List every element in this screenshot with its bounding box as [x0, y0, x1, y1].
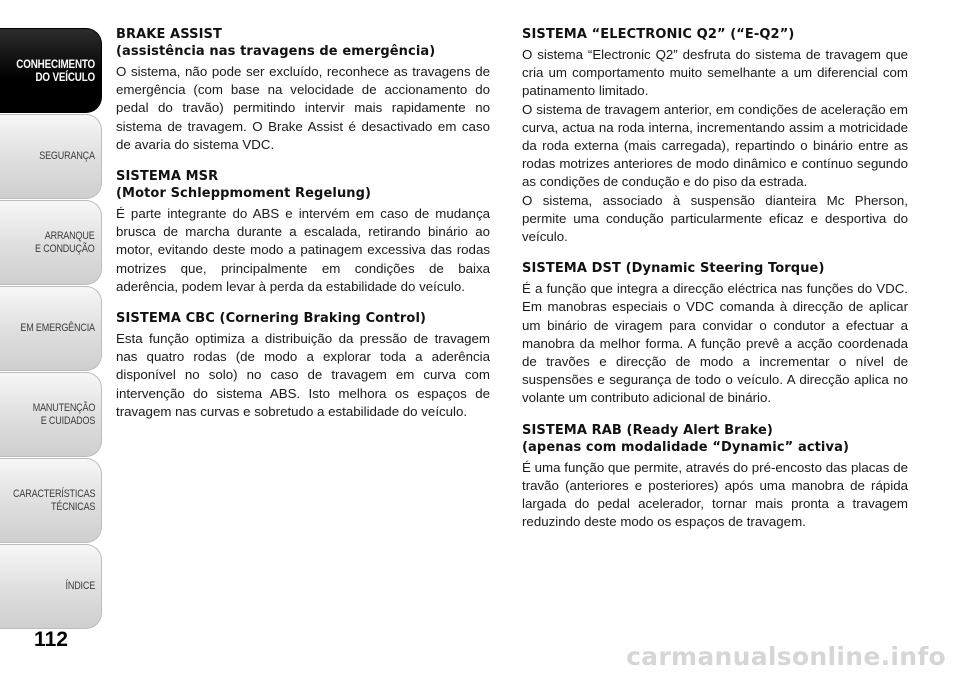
section-paragraph: É parte integrante do ABS e intervém em caso de mudança brusca de marcha durante a escalada, retirando binário ao motor, evitando deste modo a patinagem excessiva das rodas motrizes que, principalmente em condições de baixa aderência, podem levar à perda da estabilidade do veículo.	[116, 206, 490, 294]
section-paragraph: É a função que integra a direcção eléctrica nas funções do VDC. Em manobras especiais o VDC comanda à direcção de aplicar um binário de viragem para convidar o condutor a efectuar a manobra da melhor forma. A função prevê a acção coordenada de travões e direcção de modo a incrementar o nível de suspensões e segurança de todo o veículo. A direcção aplica no volante um contributo adicional de binário.	[522, 281, 908, 406]
section-paragraph: O sistema, não pode ser excluído, reconhece as travagens de emergência (com base na velocidade de accionamento do pedal do travão) permitindo intervir mais rapidamente no sistema de travagem. O Brake Assist é desactivado em caso de avaria do sistema VDC.	[116, 64, 490, 152]
section-heading: SISTEMA “ELECTRONIC Q2” (“E-Q2”)	[522, 27, 795, 42]
section-brake-assist	[116, 26, 490, 154]
section-heading: SISTEMA RAB (Ready Alert Brake) (apenas com modalidade “Dynamic” activa)	[522, 422, 849, 455]
section-heading: SISTEMA DST (Dynamic Steering Torque)	[522, 261, 825, 277]
tab-label: CONHECIMENTO DO VEÍCULO	[16, 56, 95, 84]
watermark: carmanualsonline.info	[626, 642, 946, 671]
section-paragraph: O sistema “Electronic Q2” desfruta do sistema de travagem que cria um comportamento muito semelhante a um diferencial com patinamento limitado.	[522, 47, 908, 99]
section-msr	[116, 168, 490, 296]
section-paragraph: O sistema, associado à suspensão dianteira Mc Pherson, permite uma condução particularmente eficaz e desportiva do veículo.	[522, 192, 908, 245]
tab-label: MANUTENÇÃO E CUIDADOS	[32, 401, 95, 427]
tab-caracteristicas-tecnicas[interactable]	[0, 458, 102, 543]
tab-label: EM EMERGÊNCIA	[20, 322, 95, 334]
section-heading: SISTEMA CBC (Cornering Braking Control)	[116, 311, 427, 327]
section-dst	[522, 260, 908, 407]
tab-em-emergencia[interactable]	[0, 286, 102, 371]
tab-label: ÍNDICE	[65, 580, 95, 592]
tab-conhecimento-do-veiculo[interactable]	[0, 28, 102, 113]
section-heading: SISTEMA MSR (Motor Schleppmoment Regelung)	[116, 169, 372, 202]
right-column	[522, 26, 908, 545]
tab-seguranca[interactable]	[0, 114, 102, 199]
section-paragraph: O sistema de travagem anterior, em condições de aceleração em curva, actua na roda interna, incrementando assim a motricidade da roda externa (mais carregada), repartindo o binário entre as rodas motrizes anteriores de modo dinâmico e contínuo segundo as condições de condução e do piso da estrada.	[522, 101, 908, 190]
page-number: 112	[34, 628, 68, 651]
section-paragraph: É uma função que permite, através do pré-encosto das placas de travão (anteriores e posteriores) após uma manobra de rápida largada do pedal acelerador, tornar mais pronta a travagem reduzindo deste modo os espaços de travagem.	[522, 459, 908, 530]
tab-manutencao-e-cuidados[interactable]	[0, 372, 102, 457]
section-cbc	[116, 310, 490, 421]
tab-label: CARACTERÍSTICAS TÉCNICAS	[12, 487, 95, 513]
section-heading: BRAKE ASSIST (assistência nas travagens de emergência)	[116, 27, 436, 59]
tab-indice[interactable]	[0, 544, 102, 629]
section-tabs	[0, 28, 102, 630]
section-paragraph: Esta função optimiza a distribuição da pressão de travagem nas quatro rodas (de modo a explorar toda a aderência disponível no solo) no caso de travagem em curva com intervenção do sistema ABS. Isto melhora os espaços de travagem nas curvas e sobretudo a estabilidade do veículo.	[116, 331, 490, 419]
section-rab	[522, 422, 908, 532]
tab-label: SEGURANÇA	[39, 150, 95, 162]
tab-arranque-e-conducao[interactable]	[0, 200, 102, 285]
section-electronic-q2	[522, 26, 908, 246]
left-column	[116, 26, 490, 435]
tab-label: ARRANQUE E CONDUÇÃO	[35, 229, 95, 255]
